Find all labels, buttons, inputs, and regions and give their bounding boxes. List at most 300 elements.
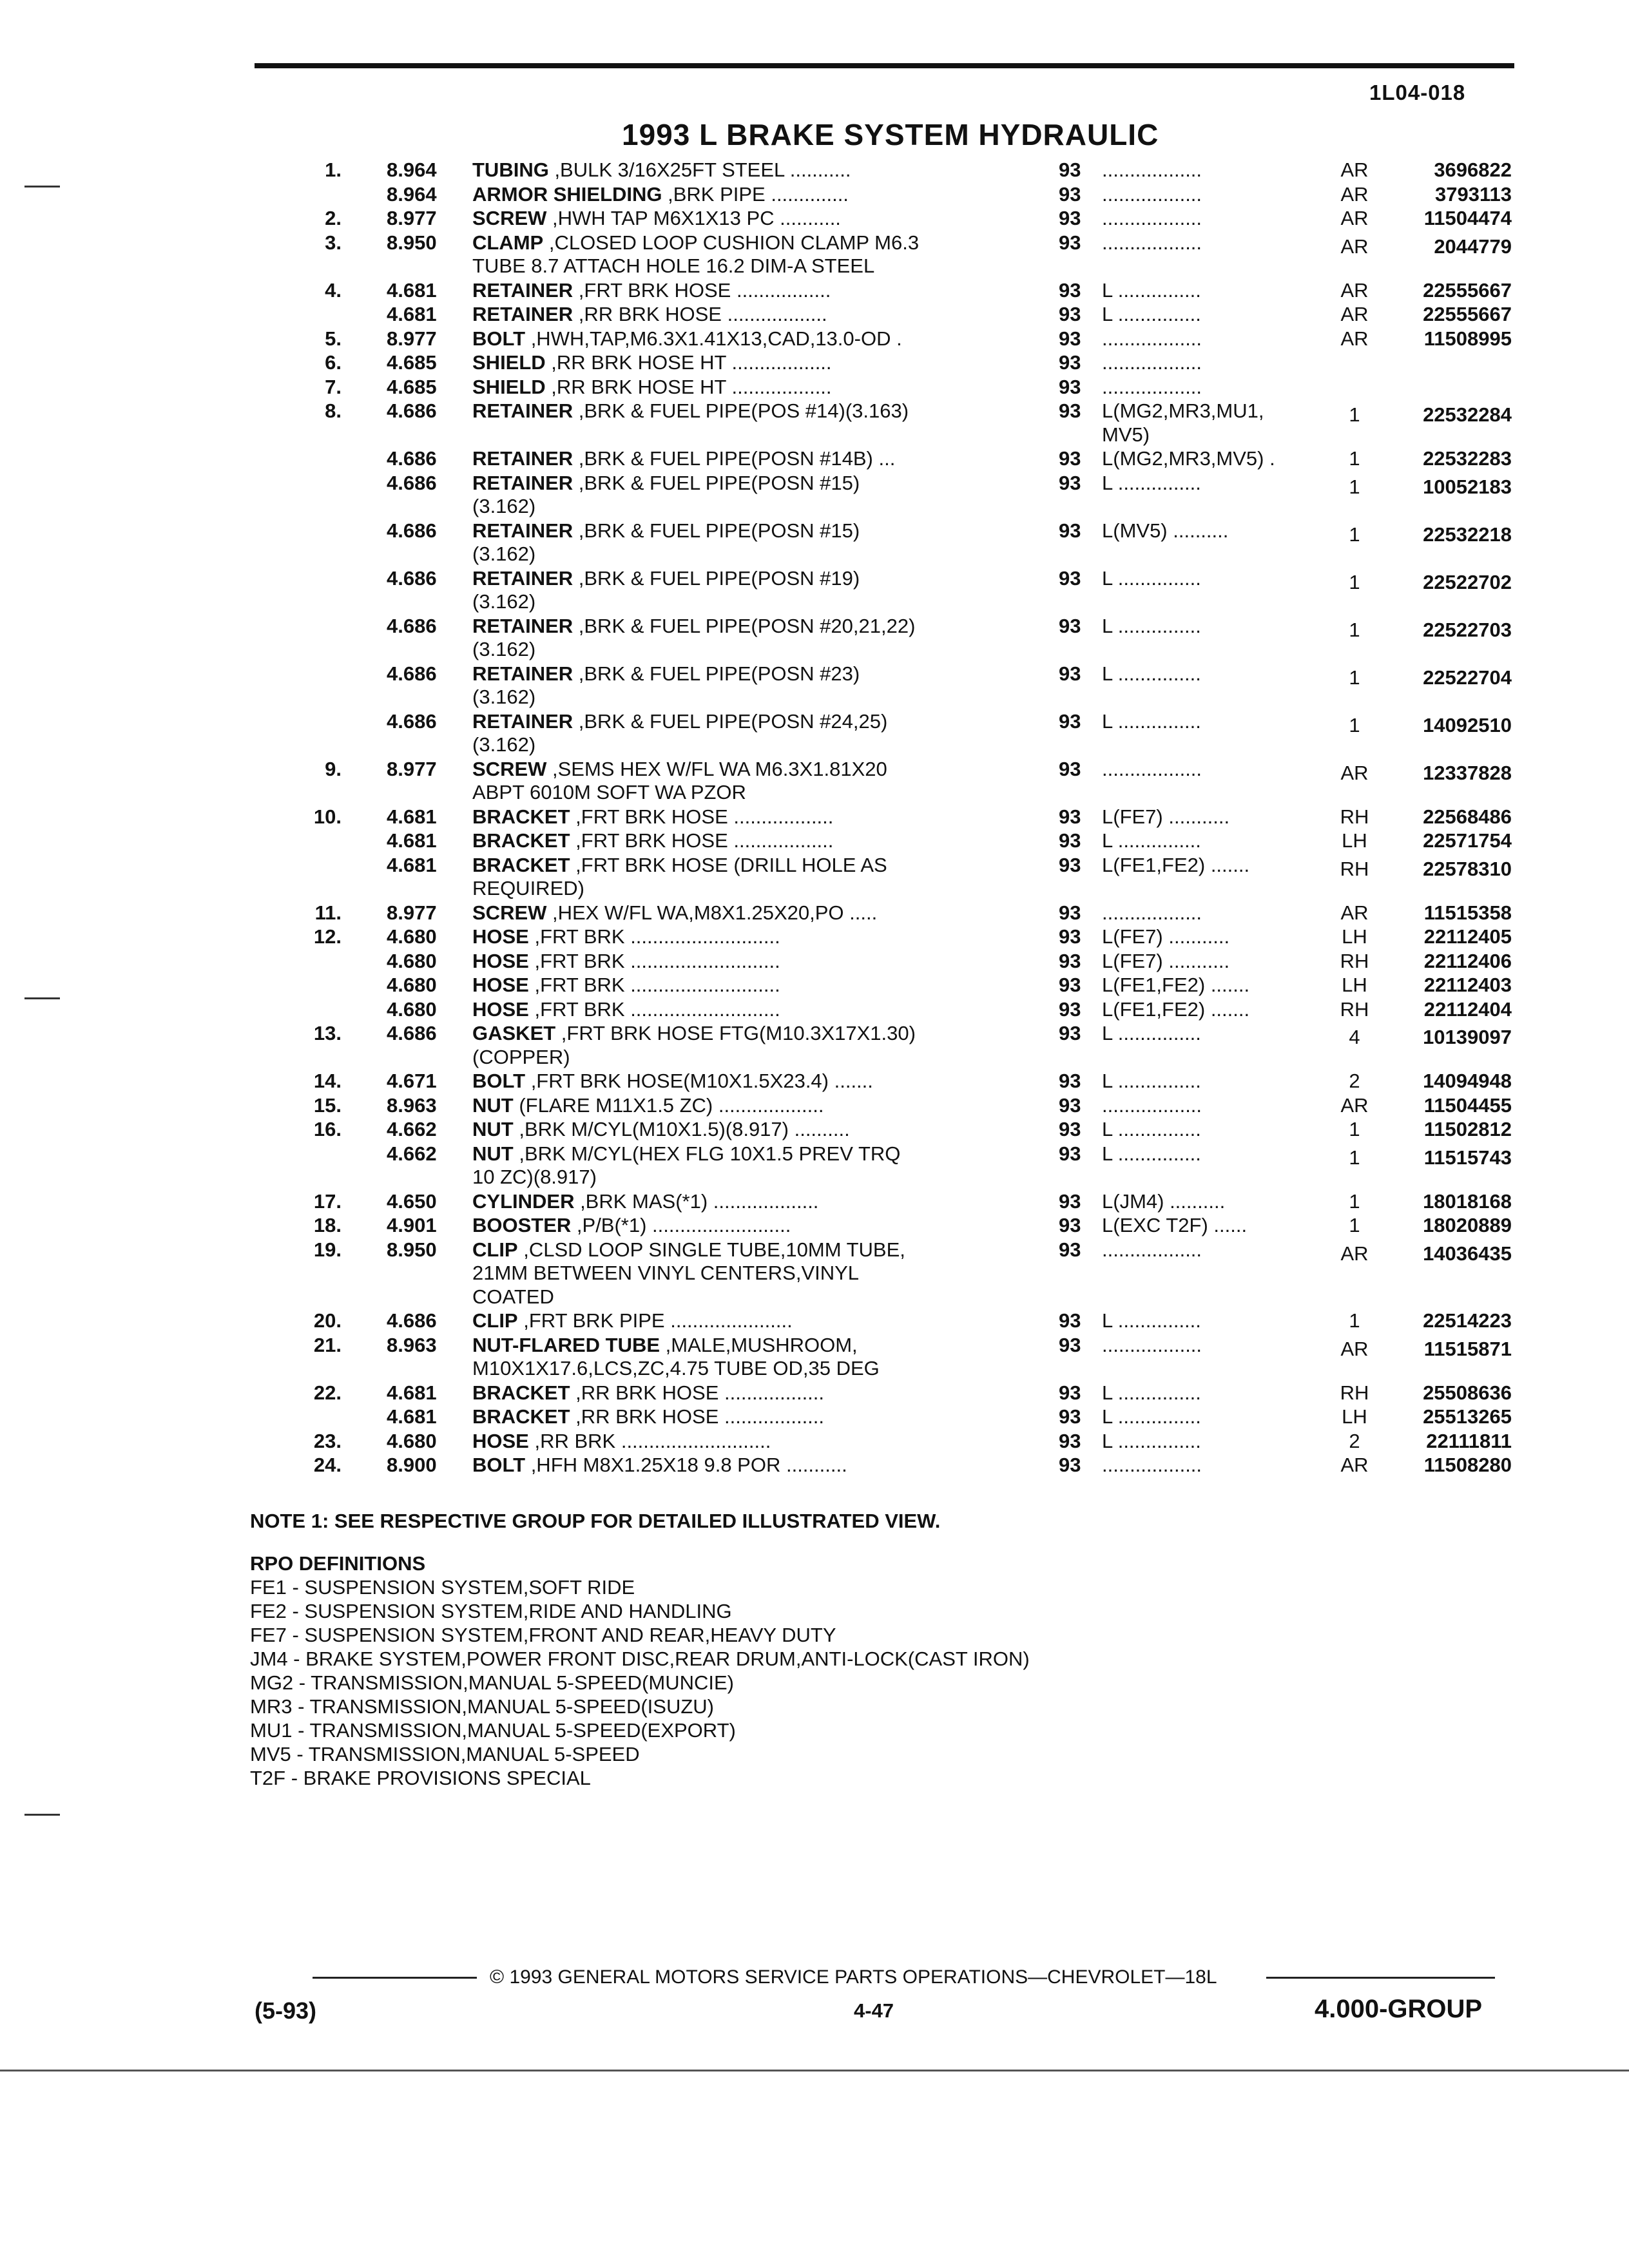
part-number: 22112403 [1423, 974, 1512, 996]
option-usage [1102, 758, 1321, 782]
model-year: 93 [1059, 901, 1081, 924]
part-description [472, 805, 1001, 829]
quantity: 1 [1349, 403, 1360, 426]
description-line [472, 351, 1001, 375]
model-year: 93 [1059, 447, 1081, 470]
part-description [472, 183, 1001, 207]
option-line: .................. [1102, 207, 1202, 229]
option-line: .................. [1102, 1454, 1202, 1476]
group-number: 4.650 [387, 1189, 437, 1213]
option-line: L ............... [1102, 1022, 1201, 1044]
group-number: 4.680 [387, 925, 437, 948]
part-number: 10139097 [1423, 1026, 1512, 1048]
option-line: L(FE7) ........... [1102, 949, 1230, 972]
quantity: 1 [1349, 1146, 1360, 1169]
table-row [0, 1405, 1629, 1430]
item-number: 23. [313, 1429, 342, 1452]
part-number: 22111811 [1426, 1429, 1512, 1452]
group-number: 8.977 [387, 327, 437, 350]
part-name: RETAINER [472, 447, 574, 470]
item-number: 11. [314, 901, 342, 924]
model-year: 93 [1059, 1405, 1081, 1428]
option-usage [1102, 399, 1321, 447]
item-number: 9. [325, 757, 342, 780]
description-line [472, 399, 1001, 423]
model-year: 93 [1059, 614, 1081, 637]
part-description [472, 567, 1001, 614]
option-usage [1102, 615, 1321, 639]
part-number: 22555667 [1423, 278, 1512, 302]
part-number: 22112405 [1423, 925, 1512, 948]
option-usage [1102, 925, 1321, 949]
part-detail: ,SEMS HEX W/FL WA M6.3X1.81X20 [546, 757, 887, 780]
table-row [0, 974, 1629, 998]
table-row [0, 279, 1629, 303]
model-year: 93 [1059, 1381, 1081, 1404]
table-row [0, 1214, 1629, 1238]
option-usage [1102, 1022, 1321, 1046]
model-year: 93 [1059, 399, 1081, 422]
description-continuation: TUBE 8.7 ATTACH HOLE 16.2 DIM-A STEEL [472, 255, 875, 277]
item-number: 8. [325, 399, 342, 422]
group-number: 4.685 [387, 351, 437, 374]
part-number: 22112406 [1423, 949, 1512, 972]
part-description [472, 1309, 1001, 1333]
part-name: RETAINER [472, 303, 574, 325]
rpo-definition-item: FE7 - SUSPENSION SYSTEM,FRONT AND REAR,HEAVY DUTY [250, 1624, 836, 1646]
quantity: AR [1340, 1093, 1369, 1117]
model-year: 93 [1059, 829, 1081, 852]
item-number: 17. [313, 1189, 342, 1213]
option-line: L ............... [1102, 614, 1201, 637]
part-name: BOLT [472, 1454, 526, 1476]
table-row [0, 231, 1629, 279]
quantity: 4 [1349, 1026, 1360, 1048]
description-line [472, 1142, 1001, 1166]
description-line [472, 998, 1001, 1022]
group-number: 8.950 [387, 1238, 437, 1261]
option-usage [1102, 447, 1321, 471]
option-usage [1102, 1430, 1321, 1454]
part-description [472, 925, 1001, 949]
group-number: 8.977 [387, 757, 437, 780]
part-description [472, 950, 1001, 974]
part-detail: ,BRK MAS(*1) ................... [574, 1189, 819, 1213]
option-line: L ............... [1102, 278, 1201, 302]
model-year: 93 [1059, 159, 1081, 181]
part-number: 18020889 [1423, 1214, 1512, 1236]
option-usage [1102, 1381, 1321, 1405]
part-name: RETAINER [472, 566, 574, 590]
option-line: L ............... [1102, 1142, 1201, 1165]
part-detail: ,CLOSED LOOP CUSHION CLAMP M6.3 [543, 231, 920, 254]
option-usage [1102, 472, 1321, 495]
rpo-list [250, 1575, 1030, 1790]
option-line: L ............... [1102, 566, 1201, 590]
part-description [472, 1430, 1001, 1454]
table-row [0, 376, 1629, 400]
model-year: 93 [1059, 207, 1081, 229]
table-row [0, 758, 1629, 805]
option-line: L(FE1,FE2) ....... [1102, 974, 1250, 996]
table-row [0, 399, 1629, 447]
part-name: BRACKET [472, 1405, 570, 1428]
table-row [0, 1142, 1629, 1190]
option-usage [1102, 805, 1321, 829]
option-usage [1102, 901, 1321, 925]
item-number: 24. [313, 1454, 342, 1476]
group-number: 4.901 [387, 1214, 437, 1236]
description-continuation: REQUIRED) [472, 877, 584, 899]
quantity: 1 [1349, 1118, 1360, 1140]
table-row [0, 854, 1629, 901]
part-name: SCREW [472, 757, 547, 780]
part-number: 11515743 [1423, 1146, 1512, 1169]
model-year: 93 [1059, 997, 1081, 1021]
group-number: 4.680 [387, 974, 437, 996]
description-line [472, 758, 1001, 782]
description-line [472, 615, 1001, 639]
quantity: RH [1340, 949, 1369, 972]
model-year: 93 [1059, 1309, 1081, 1332]
group-number: 4.681 [387, 1381, 437, 1404]
part-detail: ,BULK 3/16X25FT STEEL ........... [548, 159, 851, 181]
part-number: 22532283 [1423, 447, 1512, 470]
part-detail: ,FRT BRK HOSE FTG(M10.3X17X1.30) [555, 1022, 916, 1044]
part-description [472, 472, 1001, 519]
group-number: 8.964 [387, 182, 437, 206]
part-name: SHIELD [472, 375, 546, 398]
part-name: NUT [472, 1142, 514, 1165]
table-row [0, 1094, 1629, 1119]
part-number: 25513265 [1423, 1405, 1512, 1428]
part-number: 11504455 [1423, 1093, 1512, 1117]
part-name: RETAINER [472, 662, 574, 685]
item-number: 21. [313, 1333, 342, 1356]
option-usage [1102, 519, 1321, 543]
table-row [0, 1118, 1629, 1142]
description-line [472, 279, 1001, 303]
part-detail: ,BRK & FUEL PIPE(POSN #24,25) [573, 709, 888, 733]
table-row [0, 1309, 1629, 1334]
part-number: 2044779 [1434, 235, 1512, 258]
quantity: 2 [1349, 1070, 1360, 1092]
group-number: 4.680 [387, 949, 437, 972]
table-row [0, 519, 1629, 567]
group-number: 4.686 [387, 447, 437, 470]
part-number: 22522704 [1423, 666, 1512, 689]
part-detail: ,RR BRK HOSE .................. [570, 1405, 825, 1428]
part-detail: ,RR BRK ........................... [528, 1429, 771, 1452]
option-line: L(FE7) ........... [1102, 805, 1230, 828]
group-number: 4.686 [387, 1022, 437, 1044]
part-name: SCREW [472, 207, 547, 229]
part-detail: ,FRT BRK ........................... [528, 997, 780, 1021]
part-number: 11508995 [1423, 327, 1512, 350]
part-number: 22555667 [1423, 303, 1512, 325]
description-continuation: (3.162) [472, 543, 536, 565]
part-name: ARMOR SHIELDING [472, 182, 662, 206]
model-year: 93 [1059, 853, 1081, 876]
part-number: 11515871 [1423, 1337, 1512, 1360]
model-year: 93 [1059, 709, 1081, 733]
part-description [472, 998, 1001, 1022]
group-number: 8.900 [387, 1454, 437, 1476]
group-number: 4.681 [387, 805, 437, 828]
group-number: 4.686 [387, 471, 437, 494]
part-name: BOLT [472, 327, 526, 350]
model-year: 93 [1059, 519, 1081, 542]
model-year: 93 [1059, 375, 1081, 398]
option-usage [1102, 303, 1321, 327]
part-description [472, 207, 1001, 231]
model-year: 93 [1059, 1454, 1081, 1476]
description-continuation: 10 ZC)(8.917) [472, 1166, 597, 1188]
description-continuation: 21MM BETWEEN VINYL CENTERS,VINYL [472, 1262, 860, 1284]
parts-table [0, 159, 1629, 1478]
part-number: 22568486 [1423, 805, 1512, 828]
part-detail: (FLARE M11X1.5 ZC) ................... [513, 1093, 824, 1117]
table-row [0, 472, 1629, 519]
part-description [472, 1238, 1001, 1309]
part-name: CLIP [472, 1238, 518, 1261]
group-number: 4.686 [387, 519, 437, 542]
quantity: AR [1340, 303, 1369, 325]
model-year: 93 [1059, 1118, 1081, 1140]
part-number: 22112404 [1423, 997, 1512, 1021]
option-usage [1102, 1334, 1321, 1358]
description-line [472, 805, 1001, 829]
table-row [0, 447, 1629, 472]
option-line: L(MV5) .......... [1102, 519, 1229, 542]
option-line: L(FE7) ........... [1102, 925, 1230, 948]
part-number: 12337828 [1423, 761, 1512, 784]
description-continuation: COATED [472, 1285, 554, 1308]
group-number: 8.950 [387, 231, 437, 254]
description-line [472, 1238, 1001, 1262]
description-line [472, 327, 1001, 351]
option-line: L ............... [1102, 303, 1201, 325]
item-number: 3. [325, 231, 342, 254]
quantity: LH [1342, 974, 1367, 996]
part-number: 3793113 [1435, 182, 1512, 206]
rpo-definition-item: MR3 - TRANSMISSION,MANUAL 5-SPEED(ISUZU) [250, 1695, 714, 1718]
part-detail: ,HWH TAP M6X1X13 PC ........... [546, 207, 841, 229]
description-line [472, 183, 1001, 207]
quantity: AR [1340, 182, 1369, 206]
description-continuation: ABPT 6010M SOFT WA PZOR [472, 781, 746, 803]
quantity: RH [1340, 997, 1369, 1021]
part-detail: ,BRK M/CYL(M10X1.5)(8.917) .......... [513, 1118, 850, 1140]
option-line: L ............... [1102, 1118, 1201, 1140]
description-line [472, 710, 1001, 734]
table-row [0, 998, 1629, 1023]
part-name: TUBING [472, 159, 549, 181]
part-name: NUT-FLARED TUBE [472, 1333, 660, 1356]
option-line: .................. [1102, 231, 1202, 254]
description-continuation: (3.162) [472, 495, 536, 517]
model-year: 93 [1059, 662, 1081, 685]
part-detail: ,FRT BRK HOSE ................. [573, 278, 831, 302]
group-number: 4.686 [387, 566, 437, 590]
part-name: GASKET [472, 1022, 556, 1044]
option-usage [1102, 710, 1321, 734]
model-year: 93 [1059, 1429, 1081, 1452]
option-usage [1102, 1238, 1321, 1262]
option-usage [1102, 1118, 1321, 1142]
part-number: 18018168 [1423, 1189, 1512, 1213]
item-number: 18. [313, 1214, 342, 1236]
footer-copyright: © 1993 GENERAL MOTORS SERVICE PARTS OPERATIONS—CHEVROLET—18L [490, 1966, 1217, 1988]
option-usage [1102, 998, 1321, 1022]
table-row [0, 1022, 1629, 1070]
description-continuation: (3.162) [472, 733, 536, 756]
part-number: 11502812 [1423, 1118, 1512, 1140]
rpo-definition-item: T2F - BRAKE PROVISIONS SPECIAL [250, 1767, 591, 1789]
option-usage [1102, 327, 1321, 351]
description-line [472, 1309, 1001, 1333]
description-line [472, 974, 1001, 997]
option-line: L ............... [1102, 709, 1201, 733]
part-description [472, 1118, 1001, 1142]
group-number: 4.686 [387, 709, 437, 733]
group-number: 4.671 [387, 1070, 437, 1092]
item-number: 2. [325, 207, 342, 229]
item-number: 20. [313, 1309, 342, 1332]
option-line: .................. [1102, 901, 1202, 924]
group-number: 4.662 [387, 1118, 437, 1140]
table-row [0, 351, 1629, 376]
table-row [0, 901, 1629, 926]
option-usage [1102, 1070, 1321, 1093]
rpo-definition-item: MU1 - TRANSMISSION,MANUAL 5-SPEED(EXPORT) [250, 1719, 736, 1742]
item-number: 1. [325, 159, 342, 181]
option-line: L(EXC T2F) ...... [1102, 1214, 1248, 1236]
part-name: RETAINER [472, 709, 574, 733]
part-number: 3696822 [1434, 159, 1512, 181]
header-rule [255, 63, 1514, 68]
footer-date: (5-93) [255, 1997, 317, 2024]
table-row [0, 303, 1629, 327]
table-row [0, 805, 1629, 830]
description-line [472, 901, 1001, 925]
description-line [472, 1454, 1001, 1477]
description-line [472, 1214, 1001, 1238]
part-name: BRACKET [472, 829, 570, 852]
part-detail: ,FRT BRK HOSE .................. [570, 805, 834, 828]
part-detail: ,HFH M8X1.25X18 9.8 POR ........... [525, 1454, 847, 1476]
option-line: .................. [1102, 327, 1202, 350]
group-number: 4.681 [387, 829, 437, 852]
table-row [0, 615, 1629, 662]
item-number: 13. [313, 1022, 342, 1044]
table-row [0, 662, 1629, 710]
part-description [472, 159, 1001, 182]
part-description [472, 974, 1001, 997]
part-name: NUT [472, 1093, 514, 1117]
description-line [472, 447, 1001, 471]
rpo-definitions [250, 1552, 1030, 1790]
part-detail: ,FRT BRK ........................... [528, 949, 780, 972]
description-line [472, 829, 1001, 853]
part-detail: ,BRK & FUEL PIPE(POS #14)(3.163) [573, 399, 909, 422]
group-number: 4.662 [387, 1142, 437, 1165]
part-detail: ,BRK & FUEL PIPE(POSN #14B) ... [573, 447, 896, 470]
option-usage [1102, 567, 1321, 591]
part-detail: ,RR BRK HOSE HT .................. [545, 351, 832, 374]
option-usage [1102, 1190, 1321, 1214]
part-description [472, 1070, 1001, 1093]
option-line: L ............... [1102, 1405, 1201, 1428]
model-year: 93 [1059, 278, 1081, 302]
page-bottom-rule [0, 2070, 1629, 2071]
group-number: 4.686 [387, 662, 437, 685]
part-description [472, 829, 1001, 853]
quantity: AR [1340, 761, 1369, 784]
model-year: 93 [1059, 925, 1081, 948]
rpo-definition-item: MV5 - TRANSMISSION,MANUAL 5-SPEED [250, 1743, 640, 1765]
table-row [0, 925, 1629, 950]
part-name: CYLINDER [472, 1189, 575, 1213]
part-description [472, 758, 1001, 805]
table-row [0, 1190, 1629, 1215]
part-name: HOSE [472, 997, 529, 1021]
description-line [472, 1381, 1001, 1405]
part-number: 11504474 [1423, 207, 1512, 229]
description-line [472, 472, 1001, 495]
model-year: 93 [1059, 566, 1081, 590]
model-year: 93 [1059, 303, 1081, 325]
scan-edge-mark [24, 186, 60, 187]
part-description [472, 1094, 1001, 1118]
quantity: AR [1340, 1337, 1369, 1360]
footer-group: 4.000-GROUP [1315, 1995, 1483, 2023]
quantity: LH [1342, 925, 1367, 948]
model-year: 93 [1059, 182, 1081, 206]
model-year: 93 [1059, 1333, 1081, 1356]
quantity: 1 [1349, 1309, 1360, 1332]
quantity: 2 [1349, 1429, 1360, 1452]
option-line: .................. [1102, 182, 1202, 206]
part-detail: ,HWH,TAP,M6.3X1.41X13,CAD,13.0-OD . [525, 327, 902, 350]
table-row [0, 950, 1629, 974]
option-usage [1102, 950, 1321, 974]
model-year: 93 [1059, 757, 1081, 780]
model-year: 93 [1059, 351, 1081, 374]
part-description [472, 901, 1001, 925]
part-number: 22522702 [1423, 570, 1512, 593]
description-line [472, 1405, 1001, 1429]
table-row [0, 1430, 1629, 1454]
option-line: L(FE1,FE2) ....... [1102, 997, 1250, 1021]
quantity: AR [1340, 207, 1369, 229]
group-number: 4.681 [387, 853, 437, 876]
footer-page-number: 4-47 [854, 1999, 894, 2022]
option-continuation: MV5) [1102, 423, 1150, 446]
description-line [472, 231, 1001, 255]
rpo-definition-item: MG2 - TRANSMISSION,MANUAL 5-SPEED(MUNCIE) [250, 1671, 734, 1694]
part-description [472, 447, 1001, 471]
part-description [472, 710, 1001, 757]
part-description [472, 854, 1001, 901]
part-detail: ,MALE,MUSHROOM, [660, 1333, 858, 1356]
model-year: 93 [1059, 1022, 1081, 1044]
option-line: L ............... [1102, 1070, 1201, 1092]
part-number: 11508280 [1423, 1454, 1512, 1476]
part-number: 14036435 [1423, 1242, 1512, 1265]
item-number: 7. [325, 375, 342, 398]
option-line: L ............... [1102, 1429, 1201, 1452]
